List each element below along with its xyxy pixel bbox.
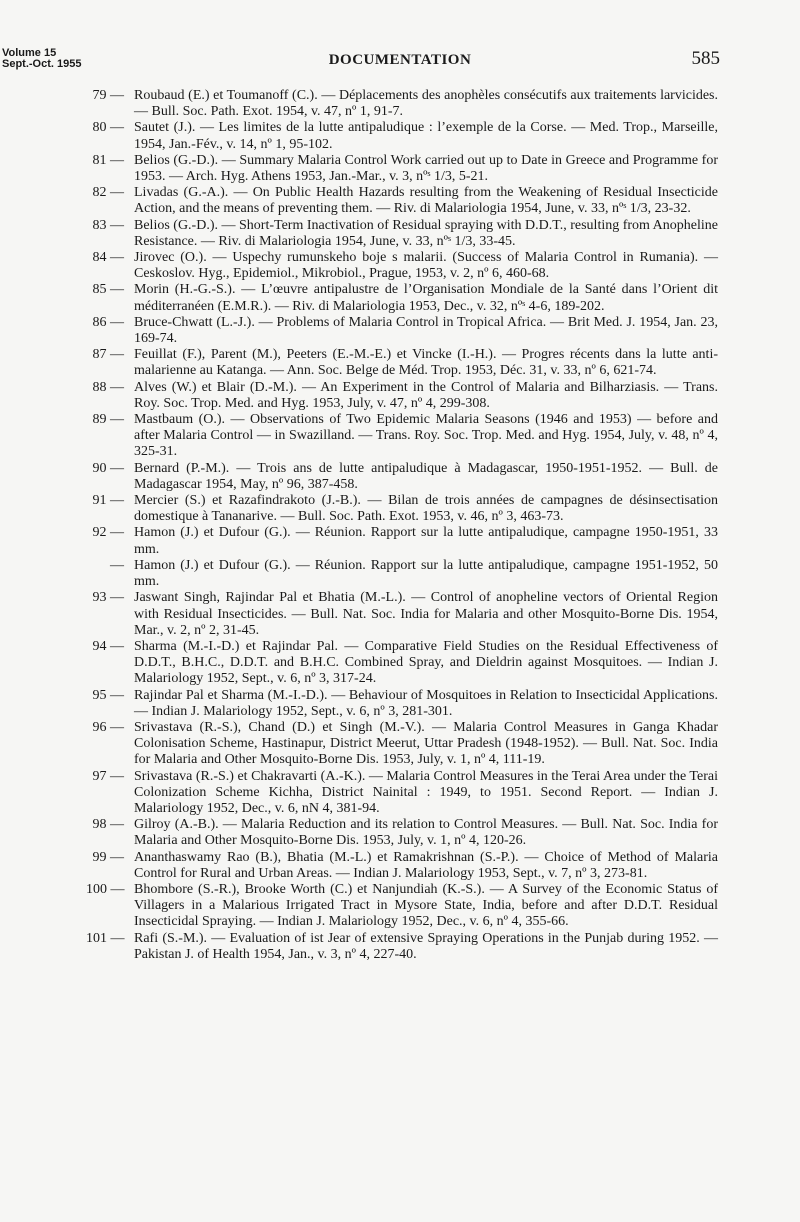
reference-number: 82 — xyxy=(92,185,124,201)
reference-text: Sharma (M.-I.-D.) et Rajindar Pal. — Comparative Field Studies on the Residual Effectiveness of D.D.T., B.H.C., D.D.T. and B.H.C. Combined Spray, and Dieldrin against Mosquitoes. — Indian J. Malariology 1952, Sept., v. 6, nº 3, 317-24. xyxy=(134,638,718,687)
reference-text: Bruce-Chwatt (L.-J.). — Problems of Malaria Control in Tropical Africa. — Brit Med. J. 1954, Jan. 23, 169-74. xyxy=(134,314,718,347)
reference-text: Gilroy (A.-B.). — Malaria Reduction and its relation to Control Measures. — Bull. Nat. Soc. India for Malaria and Other Mosquito-Borne Dis. 1953, July, v. 1, nº 4, 120-26. xyxy=(134,817,718,849)
reference-number: 101 — xyxy=(86,930,125,946)
reference-number: 92 — xyxy=(92,525,124,541)
reference-text: Rajindar Pal et Sharma (M.-I.-D.). — Behaviour of Mosquitoes in Relation to Insecticidal Applications. — Indian J. Malariology 1952, Sept., v. 6, nº 3, 281-301. xyxy=(134,687,718,719)
reference-text: Srivastava (R.-S.), Chand (D.) et Singh (M.-V.). — Malaria Control Measures in Ganga Khadar Colonisation Scheme, Hastinapur, District Meerut, Uttar Pradesh (1948-1952). — Bull. Nat. Soc. India for Malaria and Other Mosquito-Borne Dis. 1953, July, v. 1, nº 4, 111-19. xyxy=(134,719,718,768)
page-number: 585 xyxy=(691,48,720,69)
reference-number: 85 — xyxy=(92,282,124,298)
reference-number: 81 — xyxy=(92,152,124,168)
reference-text: Sautet (J.). — Les limites de la lutte antipaludique : l’exemple de la Corse. — Med. Trop., Marseille, 1954, Jan.-Fév., v. 14, nº 1, 95-102. xyxy=(134,120,718,152)
reference-number: 98 — xyxy=(92,817,124,833)
reference-text: Mercier (S.) et Razafindrakoto (J.-B.). — Bilan de trois années de campagnes de désinsectisation domestique à Tananarive. — Bull. Soc. Path. Exot. 1953, v. 46, nº 3, 463-73. xyxy=(134,493,718,525)
reference-text: Livadas (G.-A.). — On Public Health Hazards resulting from the Weakening of Residual Insecticide Action, and the means of preventing them. — Riv. di Malariologia 1954, June, v. 33, nºˢ 1/3, 23-32. xyxy=(134,185,718,217)
reference-entry xyxy=(86,493,718,525)
reference-text: Belios (G.-D.). — Short-Term Inactivation of Residual spraying with D.D.T., resulting from Anopheline Resistance. — Riv. di Malariologia 1954, June, v. 33, nºˢ 1/3, 33-45. xyxy=(134,217,718,249)
reference-number: 79 — xyxy=(92,88,124,103)
reference-text: Ananthaswamy Rao (B.), Bhatia (M.-L.) et Ramakrishnan (S.-P.). — Choice of Method of Malaria Control for Rural and Urban Areas. — Indian J. Malariology 1953, Sept., v. 7, nº 3, 273-81. xyxy=(134,849,718,881)
reference-text: Feuillat (F.), Parent (M.), Peeters (E.-M.-E.) et Vincke (I.-H.). — Progres récents dans la lutte anti-malarienne au Katanga. — Ann. Soc. Belge de Méd. Trop. 1953, Déc. 31, v. 33, nº 6, 621-74. xyxy=(134,347,718,379)
reference-number: 90 — xyxy=(92,460,124,476)
reference-text: Srivastava (R.-S.) et Chakravarti (A.-K.). — Malaria Control Measures in the Terai Area under the Terai Colonization Scheme Kichha, District Nainital : 1949, to 1951. Second Report. — Indian J. Malariology 1952, Dec., v. 6, nN 4, 381-94. xyxy=(134,768,718,816)
reference-number: 89 — xyxy=(92,412,124,428)
reference-entry xyxy=(86,218,718,250)
reference-number: 84 — xyxy=(92,250,124,266)
reference-entry xyxy=(86,461,718,493)
reference-text: Mastbaum (O.). — Observations of Two Epidemic Malaria Seasons (1946 and 1953) — before and after Malaria Control — in Swazilland. — Trans. Roy. Soc. Trop. Med. and Hyg. 1954, July, v. 48, nº 4, 325-31. xyxy=(134,412,718,460)
reference-entry xyxy=(86,720,718,769)
reference-text: Belios (G.-D.). — Summary Malaria Control Work carried out up to Date in Greece and Programme for 1953. — Arch. Hyg. Athens 1953, Jan.-Mar., v. 3, nºˢ 1/3, 5-21. xyxy=(134,152,718,185)
reference-entry xyxy=(86,120,718,152)
reference-number: 91 — xyxy=(92,493,124,509)
reference-entry xyxy=(86,817,718,849)
reference-number: 93 — xyxy=(92,590,124,606)
reference-number: 100 — xyxy=(86,881,125,897)
reference-entry xyxy=(86,688,718,720)
reference-entry xyxy=(86,931,718,963)
reference-entry xyxy=(86,639,718,688)
reference-number: — xyxy=(110,557,124,573)
reference-entry xyxy=(86,88,718,120)
reference-entry xyxy=(86,282,718,314)
reference-entry xyxy=(86,850,718,882)
reference-list xyxy=(86,88,718,963)
reference-number: 88 — xyxy=(92,379,124,395)
reference-text: Rafi (S.-M.). — Evaluation of ist Jear of extensive Spraying Operations in the Punjab during 1952. — Pakistan J. of Health 1954, Jan., v. 3, nº 4, 227-40. xyxy=(134,930,718,962)
reference-text: Hamon (J.) et Dufour (G.). — Réunion. Rapport sur la lutte antipaludique, campagne 1950-1951, 33 mm. xyxy=(134,525,718,557)
reference-entry xyxy=(86,347,718,379)
reference-entry xyxy=(86,558,718,590)
reference-entry xyxy=(86,153,718,185)
reference-text: Hamon (J.) et Dufour (G.). — Réunion. Rapport sur la lutte antipaludique, campagne 1951-1952, 50 mm. xyxy=(134,557,718,590)
volume-line: Volume 15 xyxy=(2,47,57,59)
reference-entry xyxy=(86,882,718,931)
running-title: DOCUMENTATION xyxy=(328,52,472,68)
reference-entry xyxy=(86,525,718,557)
reference-entry xyxy=(86,412,718,461)
reference-entry xyxy=(86,185,718,217)
reference-entry xyxy=(86,250,718,282)
reference-entry xyxy=(86,315,718,347)
reference-number: 80 — xyxy=(92,120,124,136)
reference-number: 97 — xyxy=(92,768,124,784)
reference-text: Jirovec (O.). — Uspechy rumunskeho boje s malarii. (Success of Malaria Control in Rumania). — Ceskoslov. Hyg., Epidemiol., Mikrobiol., Prague, 1953, v. 2, nº 6, 460-68. xyxy=(134,250,718,282)
reference-number: 94 — xyxy=(92,638,124,654)
reference-number: 95 — xyxy=(92,687,124,703)
reference-number: 99 — xyxy=(92,849,124,865)
reference-text: Alves (W.) et Blair (D.-M.). — An Experiment in the Control of Malaria and Bilharziasis. — Trans. Roy. Soc. Trop. Med. and Hyg. 1953, July, v. 47, nº 4, 299-308. xyxy=(134,379,718,411)
reference-text: Jaswant Singh, Rajindar Pal et Bhatia (M.-L.). — Control of anopheline vectors of Oriental Region with Residual Insecticides. — Bull. Nat. Soc. India for Malaria and other Mosquito-Borne Dis. 1954, Mar., v. 2, nº 2, 31-45. xyxy=(134,590,718,638)
reference-entry xyxy=(86,769,718,818)
page-header xyxy=(0,46,800,76)
reference-number: 83 — xyxy=(92,217,124,233)
reference-text: Bhombore (S.-R.), Brooke Worth (C.) et Nanjundiah (K.-S.). — A Survey of the Economic Status of Villagers in a Malarious Irrigated Tract in Mysore State, India, before and after D.D.T. Residual Insecticidal Spraying. — Indian J. Malariology 1952, Dec., v. 6, nº 4, 355-66. xyxy=(134,881,718,930)
reference-number: 96 — xyxy=(92,719,124,735)
reference-text: Morin (H.-G.-S.). — L’œuvre antipalustre de l’Organisation Mondiale de la Santé dans l’Orient dit méditerranéen (E.M.R.). — Riv. di Malariologia 1953, Dec., v. 32, nºˢ 4-6, 189-202. xyxy=(134,282,718,314)
reference-number: 87 — xyxy=(92,347,124,363)
reference-entry xyxy=(86,590,718,639)
issue-line: Sept.-Oct. 1955 xyxy=(2,58,82,70)
reference-text: Bernard (P.-M.). — Trois ans de lutte antipaludique à Madagascar, 1950-1951-1952. — Bull. de Madagascar 1954, May, nº 96, 387-458. xyxy=(134,460,718,492)
reference-entry xyxy=(86,380,718,412)
reference-text: Roubaud (E.) et Toumanoff (C.). — Déplacements des anophèles consécutifs aux traitements larvicides. — Bull. Soc. Path. Exot. 1954, v. 47, nº 1, 91-7. xyxy=(134,88,718,120)
reference-number: 86 — xyxy=(92,314,124,330)
